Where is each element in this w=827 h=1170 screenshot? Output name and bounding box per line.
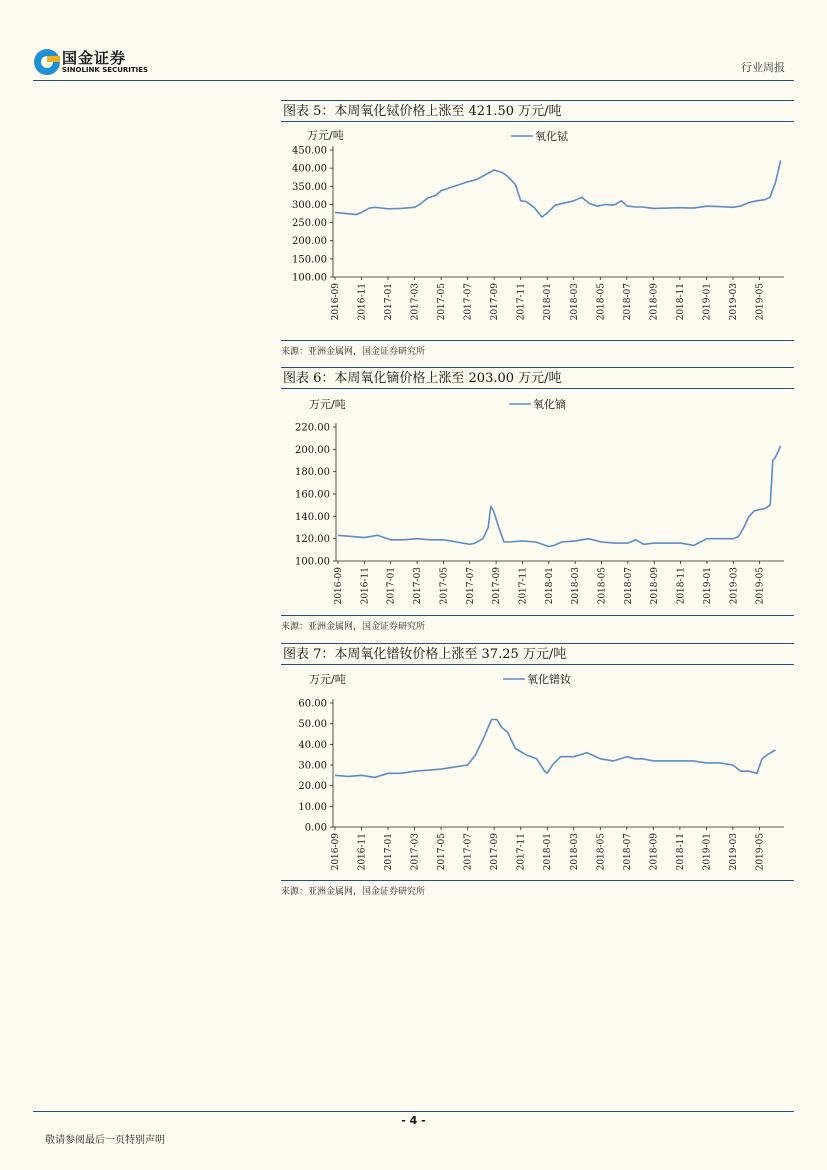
x-tick-label: 2019-05 [755,567,766,605]
y-tick-label: 100.00 [292,272,327,284]
series-line [335,160,781,217]
x-tick-label: 2018-07 [622,283,633,321]
x-tick-label: 2017-07 [465,567,476,605]
sinolink-logo-icon [33,48,61,76]
x-tick-label: 2018-09 [650,567,661,605]
x-tick-label: 2017-07 [463,833,474,871]
x-tick-label: 2018-11 [675,833,686,871]
x-tick-label: 2019-03 [729,567,740,605]
x-tick-label: 2017-05 [439,567,450,605]
legend-label: 氧化铽 [535,130,568,143]
logo-english-name: SINOLINK SECURITIES [62,66,149,74]
figure-6-title: 图表 6：本周氧化镝价格上涨至 203.00 万元/吨 [281,367,794,389]
series-line [335,720,775,778]
x-tick-label: 2016-09 [331,833,341,871]
x-tick-label: 2017-03 [413,567,424,605]
x-tick-label: 2017-11 [516,833,527,871]
x-tick-label: 2017-09 [492,567,503,605]
y-tick-label: 250.00 [292,218,327,230]
x-tick-label: 2018-11 [676,567,687,605]
disclaimer-note: 敬请参阅最后一页特别声明 [45,1135,165,1146]
figure-7-title: 图表 7：本周氧化镨钕价格上涨至 37.25 万元/吨 [281,643,794,665]
x-tick-label: 2017-09 [490,833,501,871]
x-tick-label: 2016-11 [360,567,371,605]
x-tick-label: 2017-11 [516,283,527,321]
unit-label: 万元/吨 [307,129,344,142]
figure-6-chart [281,389,794,615]
header-divider [33,80,794,81]
x-tick-label: 2017-03 [410,283,421,321]
x-tick-label: 2017-03 [410,833,421,871]
x-tick-label: 2018-07 [623,567,634,605]
x-tick-label: 2017-01 [386,567,397,605]
figure-7-source: 来源：亚洲金属网，国金证券研究所 [281,887,426,897]
x-tick-label: 2018-09 [649,833,660,871]
y-tick-label: 450.00 [292,145,327,157]
unit-label: 万元/吨 [309,673,346,686]
x-tick-label: 2017-05 [437,283,448,321]
x-tick-label: 2019-01 [702,833,713,871]
x-tick-label: 2019-05 [755,283,766,321]
y-tick-label: 150.00 [292,254,327,266]
x-tick-label: 2017-05 [437,833,448,871]
x-tick-label: 2018-01 [543,283,554,321]
x-tick-label: 2017-01 [384,283,395,321]
x-tick-label: 2018-09 [649,283,660,321]
legend-label: 氧化镨钕 [527,673,571,686]
x-tick-label: 2018-03 [569,833,580,871]
x-tick-label: 2019-01 [702,567,713,605]
page-number: - 4 - [401,1114,426,1127]
y-tick-label: 180.00 [295,467,330,479]
x-tick-label: 2016-09 [331,283,341,321]
unit-label: 万元/吨 [309,398,346,411]
y-tick-label: 30.00 [298,760,327,772]
y-tick-label: 200.00 [292,236,327,248]
x-tick-label: 2018-11 [675,283,686,321]
x-tick-label: 2018-05 [597,567,608,605]
page-header [0,0,827,80]
figure-7-divider [281,880,794,881]
x-tick-label: 2016-09 [334,567,344,605]
y-tick-label: 220.00 [295,422,330,434]
x-tick-label: 2019-03 [728,283,739,321]
x-tick-label: 2016-11 [357,833,368,871]
series-line [338,446,781,547]
y-tick-label: 60.00 [298,698,327,710]
x-tick-label: 2018-07 [622,833,633,871]
y-tick-label: 20.00 [298,781,327,793]
x-tick-label: 2019-05 [755,833,766,871]
x-tick-label: 2018-01 [543,833,554,871]
figure-6-source: 来源：亚洲金属网，国金证券研究所 [281,622,426,632]
y-tick-label: 0.00 [304,822,327,834]
y-tick-label: 160.00 [295,489,330,501]
x-tick-label: 2019-03 [728,833,739,871]
x-tick-label: 2018-03 [571,567,582,605]
y-tick-label: 120.00 [295,534,330,546]
x-tick-label: 2018-05 [596,833,607,871]
y-tick-label: 100.00 [295,556,330,568]
x-tick-label: 2017-07 [463,283,474,321]
y-tick-label: 140.00 [295,511,330,523]
x-tick-label: 2018-03 [569,283,580,321]
y-tick-label: 200.00 [295,444,330,456]
report-type: 行业周报 [741,61,785,74]
figure-7-chart [281,665,794,879]
y-tick-label: 400.00 [292,163,327,175]
figure-6-divider [281,615,794,616]
footer-divider [33,1111,794,1112]
logo-chinese-name: 国金证券 [62,49,127,67]
x-tick-label: 2018-05 [596,283,607,321]
legend-label: 氧化镝 [533,398,566,411]
x-tick-label: 2017-01 [384,833,395,871]
y-tick-label: 50.00 [298,719,327,731]
figure-5-chart [281,122,794,338]
x-tick-label: 2017-11 [518,567,529,605]
y-tick-label: 10.00 [298,801,327,813]
figure-5-title: 图表 5：本周氧化铽价格上涨至 421.50 万元/吨 [281,100,794,122]
x-tick-label: 2019-01 [702,283,713,321]
figure-5-source: 来源：亚洲金属网，国金证券研究所 [281,347,426,357]
x-tick-label: 2018-01 [544,567,555,605]
x-tick-label: 2017-09 [490,283,501,321]
y-tick-label: 300.00 [292,199,327,211]
x-tick-label: 2016-11 [357,283,368,321]
figure-5-divider [281,340,794,341]
y-tick-label: 350.00 [292,181,327,193]
y-tick-label: 40.00 [298,739,327,751]
